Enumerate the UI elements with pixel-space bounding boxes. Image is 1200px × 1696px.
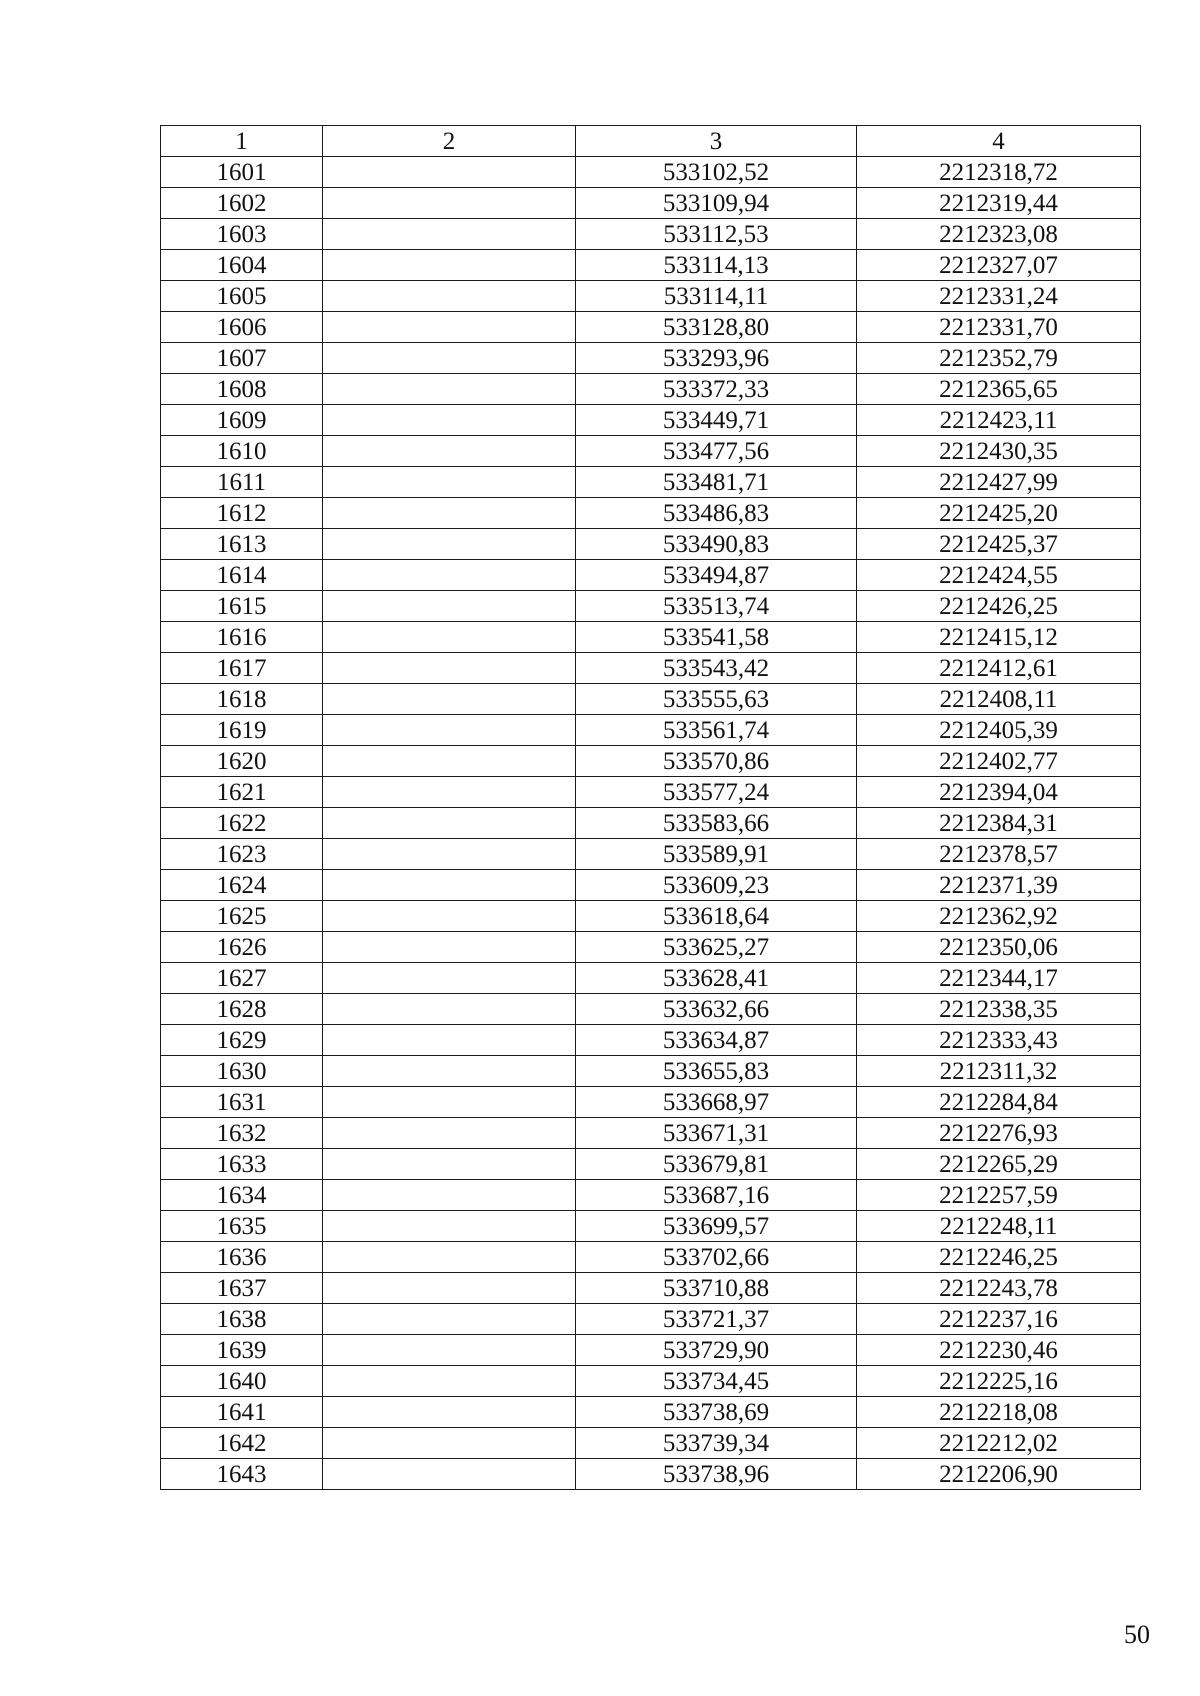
empty-cell	[323, 250, 576, 281]
point-number-cell: 1604	[161, 250, 323, 281]
x-coordinate-cell: 533114,13	[576, 250, 857, 281]
empty-cell	[323, 157, 576, 188]
x-coordinate-cell: 533293,96	[576, 343, 857, 374]
y-coordinate-cell: 2212218,08	[857, 1397, 1141, 1428]
x-coordinate-cell: 533372,33	[576, 374, 857, 405]
x-coordinate-cell: 533583,66	[576, 808, 857, 839]
point-number-cell: 1612	[161, 498, 323, 529]
empty-cell	[323, 312, 576, 343]
x-coordinate-cell: 533543,42	[576, 653, 857, 684]
table-row	[161, 994, 1141, 1025]
x-coordinate-cell: 533589,91	[576, 839, 857, 870]
table-row	[161, 343, 1141, 374]
point-number-cell: 1608	[161, 374, 323, 405]
x-coordinate-cell: 533486,83	[576, 498, 857, 529]
table-row	[161, 591, 1141, 622]
table-row	[161, 622, 1141, 653]
empty-cell	[323, 1242, 576, 1273]
empty-cell	[323, 498, 576, 529]
point-number-cell: 1606	[161, 312, 323, 343]
x-coordinate-cell: 533729,90	[576, 1335, 857, 1366]
table-row	[161, 963, 1141, 994]
empty-cell	[323, 374, 576, 405]
y-coordinate-cell: 2212338,35	[857, 994, 1141, 1025]
table-row	[161, 870, 1141, 901]
y-coordinate-cell: 2212331,24	[857, 281, 1141, 312]
empty-cell	[323, 746, 576, 777]
point-number-cell: 1601	[161, 157, 323, 188]
table-row	[161, 1025, 1141, 1056]
x-coordinate-cell: 533449,71	[576, 405, 857, 436]
table-row	[161, 529, 1141, 560]
y-coordinate-cell: 2212284,84	[857, 1087, 1141, 1118]
empty-cell	[323, 777, 576, 808]
point-number-cell: 1636	[161, 1242, 323, 1273]
x-coordinate-cell: 533671,31	[576, 1118, 857, 1149]
empty-cell	[323, 219, 576, 250]
column-header-2: 2	[323, 126, 576, 157]
table-row	[161, 1180, 1141, 1211]
x-coordinate-cell: 533628,41	[576, 963, 857, 994]
empty-cell	[323, 405, 576, 436]
y-coordinate-cell: 2212327,07	[857, 250, 1141, 281]
x-coordinate-cell: 533668,97	[576, 1087, 857, 1118]
point-number-cell: 1615	[161, 591, 323, 622]
y-coordinate-cell: 2212276,93	[857, 1118, 1141, 1149]
table-row	[161, 498, 1141, 529]
y-coordinate-cell: 2212415,12	[857, 622, 1141, 653]
point-number-cell: 1627	[161, 963, 323, 994]
empty-cell	[323, 1025, 576, 1056]
empty-cell	[323, 281, 576, 312]
empty-cell	[323, 808, 576, 839]
point-number-cell: 1621	[161, 777, 323, 808]
table-row	[161, 808, 1141, 839]
table-row	[161, 1273, 1141, 1304]
empty-cell	[323, 1304, 576, 1335]
x-coordinate-cell: 533481,71	[576, 467, 857, 498]
point-number-cell: 1633	[161, 1149, 323, 1180]
point-number-cell: 1610	[161, 436, 323, 467]
x-coordinate-cell: 533477,56	[576, 436, 857, 467]
point-number-cell: 1642	[161, 1428, 323, 1459]
y-coordinate-cell: 2212426,25	[857, 591, 1141, 622]
y-coordinate-cell: 2212423,11	[857, 405, 1141, 436]
x-coordinate-cell: 533687,16	[576, 1180, 857, 1211]
y-coordinate-cell: 2212424,55	[857, 560, 1141, 591]
y-coordinate-cell: 2212243,78	[857, 1273, 1141, 1304]
table-row	[161, 1459, 1141, 1490]
y-coordinate-cell: 2212323,08	[857, 219, 1141, 250]
empty-cell	[323, 1459, 576, 1490]
column-header-4: 4	[857, 126, 1141, 157]
x-coordinate-cell: 533114,11	[576, 281, 857, 312]
point-number-cell: 1605	[161, 281, 323, 312]
empty-cell	[323, 1180, 576, 1211]
point-number-cell: 1630	[161, 1056, 323, 1087]
empty-cell	[323, 1087, 576, 1118]
empty-cell	[323, 622, 576, 653]
y-coordinate-cell: 2212311,32	[857, 1056, 1141, 1087]
y-coordinate-cell: 2212248,11	[857, 1211, 1141, 1242]
x-coordinate-cell: 533699,57	[576, 1211, 857, 1242]
empty-cell	[323, 684, 576, 715]
point-number-cell: 1632	[161, 1118, 323, 1149]
empty-cell	[323, 1366, 576, 1397]
empty-cell	[323, 436, 576, 467]
point-number-cell: 1624	[161, 870, 323, 901]
y-coordinate-cell: 2212427,99	[857, 467, 1141, 498]
table-row	[161, 777, 1141, 808]
y-coordinate-cell: 2212425,37	[857, 529, 1141, 560]
point-number-cell: 1602	[161, 188, 323, 219]
coordinates-table	[160, 125, 1141, 1490]
empty-cell	[323, 1211, 576, 1242]
x-coordinate-cell: 533513,74	[576, 591, 857, 622]
y-coordinate-cell: 2212350,06	[857, 932, 1141, 963]
y-coordinate-cell: 2212365,65	[857, 374, 1141, 405]
point-number-cell: 1603	[161, 219, 323, 250]
table-row	[161, 1242, 1141, 1273]
x-coordinate-cell: 533570,86	[576, 746, 857, 777]
table-body	[161, 157, 1141, 1490]
empty-cell	[323, 839, 576, 870]
x-coordinate-cell: 533555,63	[576, 684, 857, 715]
y-coordinate-cell: 2212408,11	[857, 684, 1141, 715]
y-coordinate-cell: 2212265,29	[857, 1149, 1141, 1180]
point-number-cell: 1613	[161, 529, 323, 560]
x-coordinate-cell: 533734,45	[576, 1366, 857, 1397]
table-row	[161, 653, 1141, 684]
y-coordinate-cell: 2212371,39	[857, 870, 1141, 901]
x-coordinate-cell: 533625,27	[576, 932, 857, 963]
y-coordinate-cell: 2212402,77	[857, 746, 1141, 777]
x-coordinate-cell: 533738,96	[576, 1459, 857, 1490]
empty-cell	[323, 1056, 576, 1087]
empty-cell	[323, 932, 576, 963]
empty-cell	[323, 963, 576, 994]
y-coordinate-cell: 2212331,70	[857, 312, 1141, 343]
y-coordinate-cell: 2212405,39	[857, 715, 1141, 746]
y-coordinate-cell: 2212318,72	[857, 157, 1141, 188]
x-coordinate-cell: 533679,81	[576, 1149, 857, 1180]
point-number-cell: 1609	[161, 405, 323, 436]
y-coordinate-cell: 2212394,04	[857, 777, 1141, 808]
x-coordinate-cell: 533738,69	[576, 1397, 857, 1428]
table-row	[161, 1211, 1141, 1242]
point-number-cell: 1618	[161, 684, 323, 715]
table-row	[161, 467, 1141, 498]
empty-cell	[323, 715, 576, 746]
y-coordinate-cell: 2212333,43	[857, 1025, 1141, 1056]
empty-cell	[323, 994, 576, 1025]
empty-cell	[323, 653, 576, 684]
y-coordinate-cell: 2212246,25	[857, 1242, 1141, 1273]
point-number-cell: 1643	[161, 1459, 323, 1490]
point-number-cell: 1634	[161, 1180, 323, 1211]
x-coordinate-cell: 533102,52	[576, 157, 857, 188]
table-row	[161, 188, 1141, 219]
table-row	[161, 436, 1141, 467]
point-number-cell: 1620	[161, 746, 323, 777]
point-number-cell: 1617	[161, 653, 323, 684]
x-coordinate-cell: 533710,88	[576, 1273, 857, 1304]
table-row	[161, 405, 1141, 436]
x-coordinate-cell: 533721,37	[576, 1304, 857, 1335]
point-number-cell: 1639	[161, 1335, 323, 1366]
empty-cell	[323, 529, 576, 560]
y-coordinate-cell: 2212257,59	[857, 1180, 1141, 1211]
point-number-cell: 1626	[161, 932, 323, 963]
point-number-cell: 1611	[161, 467, 323, 498]
table-row	[161, 1304, 1141, 1335]
point-number-cell: 1614	[161, 560, 323, 591]
x-coordinate-cell: 533609,23	[576, 870, 857, 901]
table-row	[161, 715, 1141, 746]
x-coordinate-cell: 533561,74	[576, 715, 857, 746]
y-coordinate-cell: 2212362,92	[857, 901, 1141, 932]
x-coordinate-cell: 533112,53	[576, 219, 857, 250]
x-coordinate-cell: 533655,83	[576, 1056, 857, 1087]
column-header-1: 1	[161, 126, 323, 157]
point-number-cell: 1635	[161, 1211, 323, 1242]
x-coordinate-cell: 533634,87	[576, 1025, 857, 1056]
x-coordinate-cell: 533618,64	[576, 901, 857, 932]
y-coordinate-cell: 2212237,16	[857, 1304, 1141, 1335]
table-row	[161, 932, 1141, 963]
point-number-cell: 1616	[161, 622, 323, 653]
table-header	[161, 126, 1141, 157]
table-row	[161, 746, 1141, 777]
x-coordinate-cell: 533577,24	[576, 777, 857, 808]
table-row	[161, 157, 1141, 188]
empty-cell	[323, 1118, 576, 1149]
y-coordinate-cell: 2212430,35	[857, 436, 1141, 467]
page-number: 50	[1124, 1620, 1150, 1649]
y-coordinate-cell: 2212384,31	[857, 808, 1141, 839]
point-number-cell: 1622	[161, 808, 323, 839]
table-row	[161, 1366, 1141, 1397]
x-coordinate-cell: 533739,34	[576, 1428, 857, 1459]
y-coordinate-cell: 2212230,46	[857, 1335, 1141, 1366]
table-row	[161, 1149, 1141, 1180]
table-row	[161, 901, 1141, 932]
table-row	[161, 250, 1141, 281]
point-number-cell: 1607	[161, 343, 323, 374]
empty-cell	[323, 188, 576, 219]
y-coordinate-cell: 2212352,79	[857, 343, 1141, 374]
table-row	[161, 219, 1141, 250]
empty-cell	[323, 1149, 576, 1180]
point-number-cell: 1628	[161, 994, 323, 1025]
empty-cell	[323, 1273, 576, 1304]
x-coordinate-cell: 533541,58	[576, 622, 857, 653]
y-coordinate-cell: 2212225,16	[857, 1366, 1141, 1397]
table-row	[161, 560, 1141, 591]
table-row	[161, 1087, 1141, 1118]
point-number-cell: 1638	[161, 1304, 323, 1335]
empty-cell	[323, 1335, 576, 1366]
empty-cell	[323, 901, 576, 932]
empty-cell	[323, 343, 576, 374]
y-coordinate-cell: 2212412,61	[857, 653, 1141, 684]
empty-cell	[323, 467, 576, 498]
point-number-cell: 1623	[161, 839, 323, 870]
point-number-cell: 1637	[161, 1273, 323, 1304]
empty-cell	[323, 1397, 576, 1428]
point-number-cell: 1629	[161, 1025, 323, 1056]
empty-cell	[323, 870, 576, 901]
table-row	[161, 1397, 1141, 1428]
column-header-3: 3	[576, 126, 857, 157]
table-row	[161, 1428, 1141, 1459]
table-row	[161, 839, 1141, 870]
table-row	[161, 684, 1141, 715]
empty-cell	[323, 560, 576, 591]
y-coordinate-cell: 2212206,90	[857, 1459, 1141, 1490]
x-coordinate-cell: 533632,66	[576, 994, 857, 1025]
y-coordinate-cell: 2212319,44	[857, 188, 1141, 219]
point-number-cell: 1641	[161, 1397, 323, 1428]
x-coordinate-cell: 533128,80	[576, 312, 857, 343]
table-row	[161, 281, 1141, 312]
point-number-cell: 1631	[161, 1087, 323, 1118]
point-number-cell: 1640	[161, 1366, 323, 1397]
x-coordinate-cell: 533702,66	[576, 1242, 857, 1273]
header-row	[161, 126, 1141, 157]
x-coordinate-cell: 533490,83	[576, 529, 857, 560]
y-coordinate-cell: 2212378,57	[857, 839, 1141, 870]
x-coordinate-cell: 533109,94	[576, 188, 857, 219]
empty-cell	[323, 1428, 576, 1459]
y-coordinate-cell: 2212344,17	[857, 963, 1141, 994]
table-row	[161, 1335, 1141, 1366]
x-coordinate-cell: 533494,87	[576, 560, 857, 591]
y-coordinate-cell: 2212212,02	[857, 1428, 1141, 1459]
table-row	[161, 312, 1141, 343]
table-row	[161, 1056, 1141, 1087]
empty-cell	[323, 591, 576, 622]
point-number-cell: 1619	[161, 715, 323, 746]
table-row	[161, 374, 1141, 405]
table-row	[161, 1118, 1141, 1149]
y-coordinate-cell: 2212425,20	[857, 498, 1141, 529]
point-number-cell: 1625	[161, 901, 323, 932]
